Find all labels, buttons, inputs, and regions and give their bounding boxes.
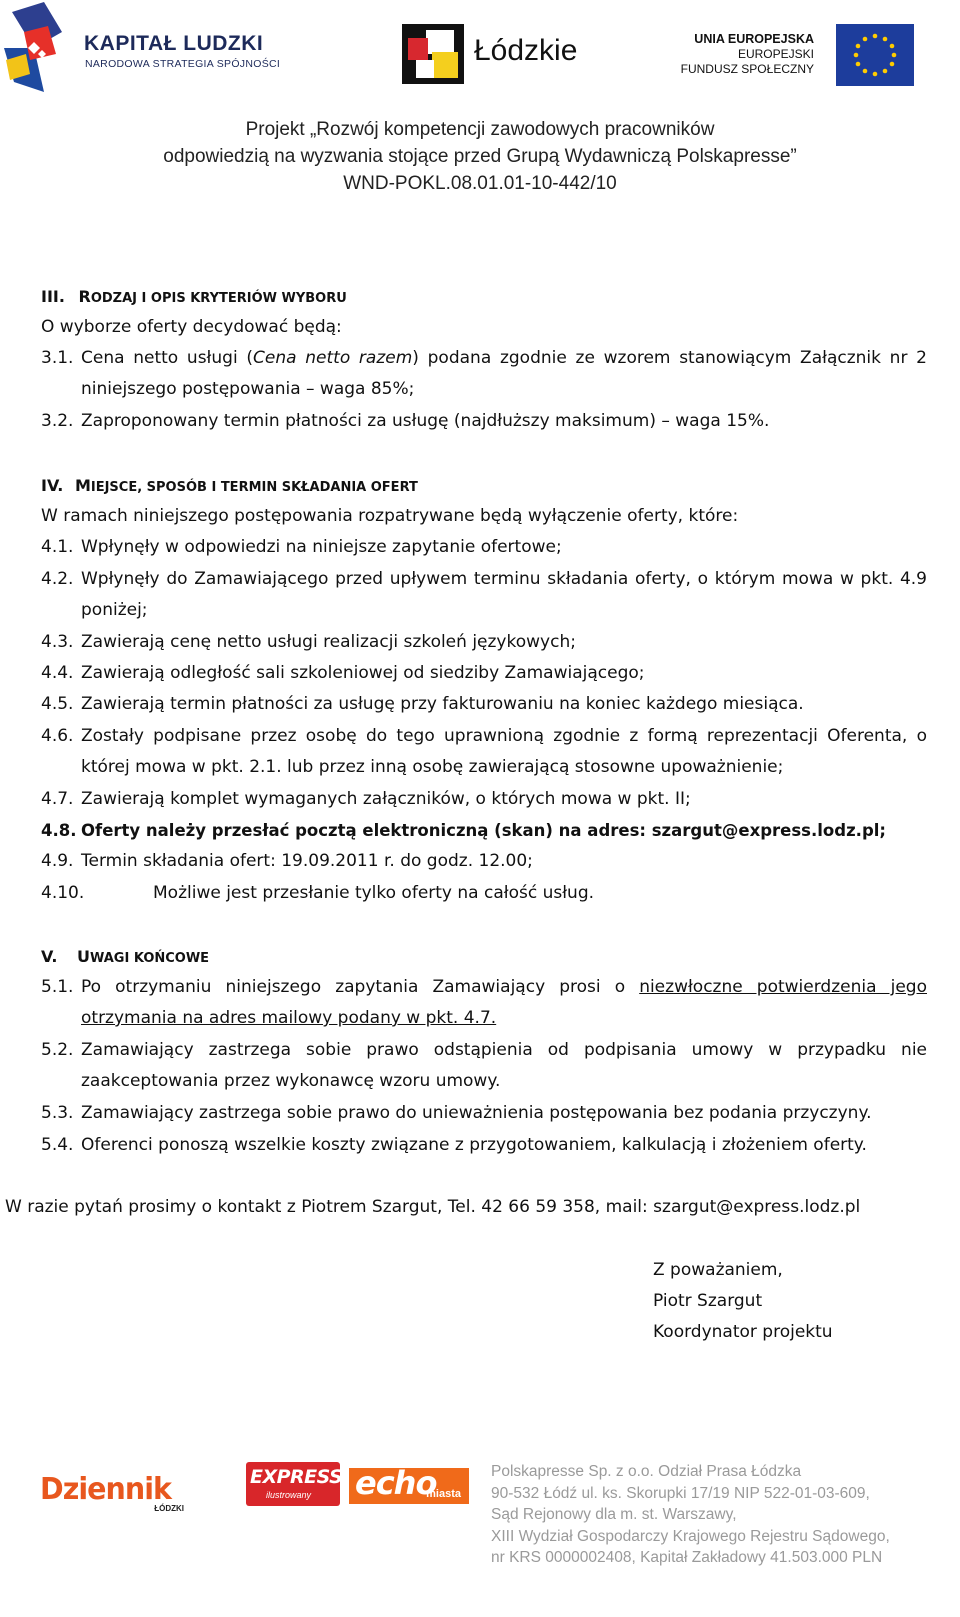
lodzkie-emblem-icon	[402, 24, 464, 84]
kapital-ludzki-emblem-icon	[4, 2, 68, 94]
item-number: 3.2.	[41, 411, 74, 431]
company-line-5: nr KRS 0000002408, Kapitał Zakładowy 41.503.000 PLN	[491, 1549, 883, 1566]
section-4-title-first: M	[74, 476, 91, 495]
project-line-3: WND-POKL.08.01.01-10-442/10	[343, 173, 617, 194]
item-number: 4.1.	[41, 537, 74, 557]
list-item-4-4	[41, 658, 927, 689]
item-number: 4.6.	[41, 726, 74, 746]
section-5-heading	[41, 941, 209, 974]
item-text: Wpłynęły w odpowiedzi na niniejsze zapytanie ofertowe;	[81, 537, 562, 557]
item-text: Zamawiający zastrzega sobie prawo odstąpienia od podpisania umowy w przypadku nie zaakceptowania przez wykonawcę wzoru umowy.	[81, 1040, 927, 1091]
item-text: Po otrzymaniu niniejszego zapytania Zamawiający prosi o niezwłoczne potwierdzenia jego otrzymania na adres mailowy podany w pkt. 4.7.	[81, 977, 927, 1028]
item-number: 4.5.	[41, 694, 74, 714]
item-number: 4.10.	[41, 883, 85, 903]
signature-role: Koordynator projektu	[653, 1322, 833, 1342]
section-5-title-rest: WAGI KOŃCOWE	[89, 951, 210, 966]
kapital-ludzki-title: KAPITAŁ LUDZKI	[84, 32, 264, 55]
item-number: 5.1.	[41, 977, 74, 997]
item-text: Zamawiający zastrzega sobie prawo do unieważnienia postępowania bez podania przyczyny.	[81, 1103, 872, 1123]
item-number: 3.1.	[41, 348, 74, 368]
section-3-title-rest: ODZAJ I OPIS KRYTERIÓW WYBORU	[90, 291, 347, 306]
section-5-number: V.	[41, 947, 58, 966]
section-4-title-rest: IEJSCE, SPOSÓB I TERMIN SKŁADANIA OFERT	[90, 480, 418, 495]
express-logo-sub: ilustrowany	[266, 1490, 312, 1500]
signature-block	[653, 1255, 833, 1348]
list-item-4-2	[41, 564, 927, 626]
item-text: Możliwe jest przesłanie tylko oferty na całość usług.	[153, 883, 595, 903]
company-line-4: XIII Wydział Gospodarczy Krajowego Rejestru Sądowego,	[491, 1527, 890, 1545]
section-5-title-first: U	[76, 947, 90, 966]
ue-line2: EUROPEJSKI	[737, 47, 814, 61]
project-line-2: odpowiedzią na wyzwania stojące przed Grupą Wydawniczą Polskapresse”	[163, 146, 797, 167]
express-logo	[246, 1462, 343, 1506]
signature-name: Piotr Szargut	[653, 1291, 763, 1311]
dziennik-logo	[40, 1472, 190, 1514]
signature-greeting: Z poważaniem,	[653, 1260, 783, 1280]
echo-logo	[349, 1464, 469, 1504]
list-item-3-1	[41, 343, 927, 405]
item-text: Zawierają cenę netto usługi realizacji szkoleń językowych;	[81, 632, 576, 652]
list-item-4-6	[41, 721, 927, 783]
eu-flag-icon	[836, 24, 914, 86]
company-line-2: 90-532 Łódź ul. ks. Skorupki 17/19 NIP 522-01-03-609,	[491, 1484, 870, 1502]
echo-logo-sub: miasta	[426, 1488, 461, 1500]
item-text: Termin składania ofert: 19.09.2011 r. do godz. 12.00;	[81, 851, 533, 871]
item-number: 4.4.	[41, 663, 74, 683]
section-3-number: III.	[41, 287, 65, 306]
section-4-intro: W ramach niniejszego postępowania rozpatrywane będą wyłączenie oferty, które:	[41, 506, 739, 526]
list-item-4-3	[41, 627, 927, 658]
item-text: Cena netto usługi (Cena netto razem) podana zgodnie ze wzorem stanowiącym Załącznik nr 2 niniejszego postępowania – waga 85%;	[81, 348, 927, 399]
list-item-4-7	[41, 784, 927, 815]
company-info	[491, 1461, 890, 1569]
item-text: Oferty należy przesłać pocztą elektroniczną (skan) na adres: szargut@express.lodz.pl;	[81, 821, 887, 840]
project-title	[0, 116, 960, 197]
company-line-1: Polskapresse Sp. z o.o. Odział Prasa Łódzka	[491, 1463, 802, 1480]
item-text: Zawierają komplet wymaganych załączników, o których mowa w pkt. II;	[81, 789, 691, 809]
item-text: Wpłynęły do Zamawiającego przed upływem terminu składania oferty, o którym mowa w pkt. 4.9 poniżej;	[81, 569, 927, 620]
list-item-5-3	[41, 1098, 927, 1129]
ue-logo	[680, 24, 920, 86]
company-line-3: Sąd Rejonowy dla m. st. Warszawy,	[491, 1506, 737, 1523]
item-text: Oferenci ponoszą wszelkie koszty związane z przygotowaniem, kalkulacją i złożeniem oferty.	[81, 1135, 867, 1155]
item-number: 4.9.	[41, 851, 74, 871]
list-item-4-9	[41, 846, 927, 877]
section-3-intro: O wyborze oferty decydować będą:	[41, 317, 342, 337]
ue-line3: FUNDUSZ SPOŁECZNY	[680, 62, 814, 76]
list-item-4-5	[41, 689, 927, 720]
dziennik-logo-sub: ŁÓDZKI	[154, 1504, 184, 1513]
item-number: 4.2.	[41, 569, 74, 589]
section-3-title-first: R	[78, 287, 91, 306]
kapital-ludzki-subtitle: NARODOWA STRATEGIA SPÓJNOŚCI	[85, 58, 281, 70]
section-3-heading	[41, 281, 347, 314]
list-item-5-2	[41, 1035, 927, 1097]
item-text: Zawierają termin płatności za usługę przy fakturowaniu na koniec każdego miesiąca.	[81, 694, 804, 714]
list-item-4-10	[41, 878, 927, 909]
list-item-5-4	[41, 1130, 927, 1161]
item-number: 5.2.	[41, 1040, 74, 1060]
section-4-heading	[41, 470, 418, 503]
list-item-3-2	[41, 406, 927, 437]
item-number: 4.7.	[41, 789, 74, 809]
contact-line: W razie pytań prosimy o kontakt z Piotrem Szargut, Tel. 42 66 59 358, mail: szargut@express.lodz.pl	[5, 1197, 861, 1217]
section-4-number: IV.	[41, 476, 64, 495]
list-item-5-1	[41, 972, 927, 1034]
lodzkie-label: Łódzkie	[474, 34, 578, 67]
echo-logo-text: echo	[355, 1464, 437, 1502]
item-text: Zaproponowany termin płatności za usługę (najdłuższy maksimum) – waga 15%.	[81, 411, 770, 431]
item-number: 4.3.	[41, 632, 74, 652]
list-item-4-8	[41, 815, 927, 846]
ue-line1: UNIA EUROPEJSKA	[694, 32, 814, 46]
item-number: 5.3.	[41, 1103, 74, 1123]
dziennik-logo-text: Dziennik	[40, 1472, 172, 1507]
express-logo-text: EXPRESS	[250, 1466, 343, 1488]
kapital-ludzki-logo	[4, 2, 304, 94]
item-text: Zawierają odległość sali szkoleniowej od siedziby Zamawiającego;	[81, 663, 645, 683]
lodzkie-logo	[402, 24, 602, 86]
underlined-confirmation-text: niezwłoczne potwierdzenia jego otrzymania na adres mailowy podany w pkt. 4.7.	[81, 977, 927, 1028]
item-number: 5.4.	[41, 1135, 74, 1155]
list-item-4-1	[41, 532, 927, 563]
item-text: Zostały podpisane przez osobę do tego uprawnioną zgodnie z formą reprezentacji Oferenta, o której mowa w pkt. 2.1. lub przez inną osobę zawierającą stosowne upoważnienie;	[81, 726, 927, 777]
project-line-1: Projekt „Rozwój kompetencji zawodowych pracowników	[245, 119, 715, 140]
item-number: 4.8.	[41, 821, 77, 840]
